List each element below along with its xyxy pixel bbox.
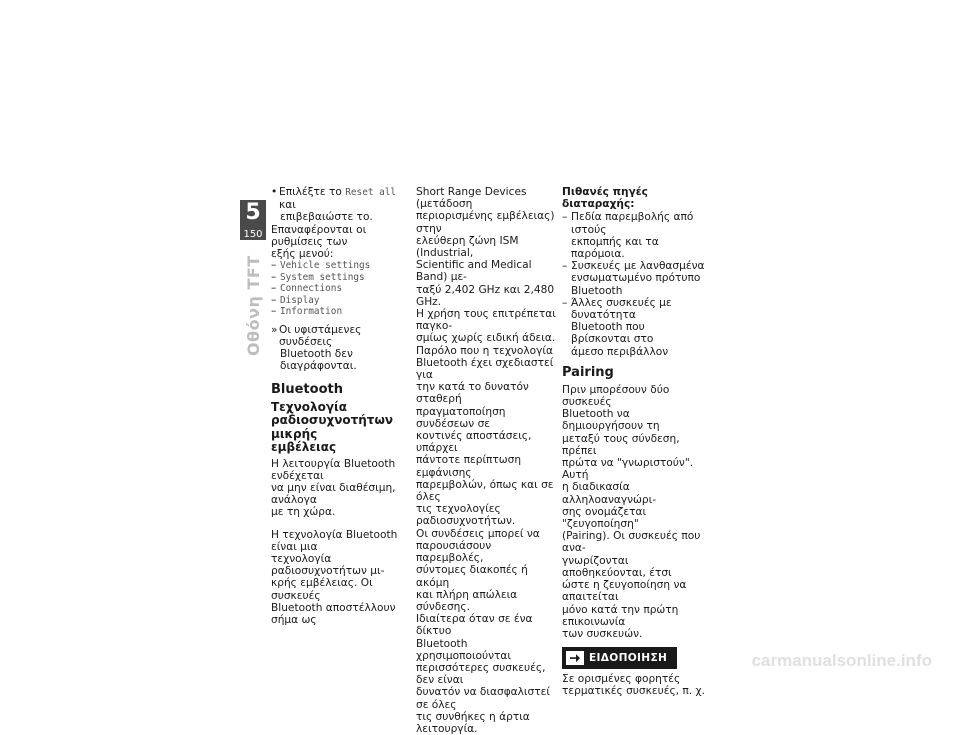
result-marker: »: [271, 323, 278, 336]
notice-text: Σε ορισμένες φορητές τερματικές συσκευές, π. χ.: [562, 673, 706, 698]
menu-item: – System settings: [271, 270, 365, 283]
list-item: – Συσκευές με λανθασμένα ενσωματωμένο πρότυπο Bluetooth: [562, 260, 705, 297]
instruction-confirm: επιβεβαιώστε το.: [280, 211, 373, 224]
menu-item: – Connections: [271, 282, 343, 295]
paragraph-2: Η τεχνολογία Bluetooth είναι μια τεχνολογία ραδιοσυχνοτήτων μι- κρής εμβέλειας. Οι συσκευές Bluetooth αποστέλλουν σήμα ως: [271, 528, 398, 626]
result-note: [271, 324, 411, 348]
instruction-text-end: και: [279, 199, 296, 212]
paragraph-1: Η λειτουργία Bluetooth ενδέχεται να μην είναι διαθέσιμη, ανάλογα με τη χώρα.: [271, 457, 396, 519]
continued-paragraph: Short Range Devices (μετάδοση περιορισμένης εμβέλειας) στην ελεύθερη ζώνη ISM (Industrial, Scientific and Medical Band) με- ταξύ 2,402 GHz και 2,480 GHz. Η χρήση τους επιτρέπεται παγκο- σμίως χωρίς ειδική άδεια. Παρόλο που η τεχνολογία Bluetooth έχει σχεδιαστεί για την κατά το δυνατόν σταθερή πραγματοποίηση συνδέσεων σε κοντινές αποστάσεις, υπάρχει πάντοτε περίπτωση εμφάνισης παρεμβολών, όπως και σε όλες τις τεχνολογίες ραδιοσυχνοτήτων. Οι συνδέσεις μπορεί να παρουσιάσουν παρεμβολές, σύντομες διακοπές ή ακόμη και πλήρη απώλεια σύνδεσης. Ιδιαίτερα όταν σε ένα δίκτυο Bluetooth χρησιμοποιούνται περισσότερες συσκευές, δεν είναι δυνατόν να διασφαλιστεί σε όλες τις συνθήκες η άρτια λειτουργία.: [416, 186, 556, 735]
menu-item: – Vehicle settings: [271, 259, 371, 272]
watermark: carmanualsonline.info: [751, 651, 932, 670]
column-1: [271, 186, 411, 626]
list-item: – Πεδία παρεμβολής από ιστούς εκπομπής και τα παρόμοια.: [562, 211, 694, 261]
instruction-text: Επιλέξτε το: [279, 186, 346, 198]
chapter-number: 5: [245, 200, 261, 225]
result-text-line-2: Bluetooth δεν διαγράφονται.: [280, 348, 357, 373]
column-3: [562, 186, 707, 698]
page-number: 150: [243, 229, 263, 240]
result-text-line-1: Οι υφιστάμενες συνδέσεις: [279, 323, 362, 348]
instruction-bullet: [271, 186, 411, 211]
bluetooth-heading: Bluetooth: [271, 381, 343, 397]
reset-text-line-1: Επαναφέρονται οι ρυθμίσεις των: [271, 223, 367, 248]
pairing-paragraph: Πριν μπορέσουν δύο συσκευές Bluetooth να δημιουργήσουν τη μεταξύ τους σύνδεση, πρέπει πρώτα να "γνωριστούν". Αυτή η διαδικασία αλληλοαναγνώρι- σης ονομάζεται "ζευγοποίηση" (Pairing). Οι συσκευές που ανα- γνωρίζονται αποθηκεύονται, έτσι ώστε η ζευγοποίηση να απαιτείται μόνο κατά την πρώτη επικοινωνία των συσκευών.: [562, 383, 701, 640]
menu-item: – Display: [271, 293, 320, 306]
menu-list: [271, 260, 411, 318]
side-section-title: Οθόνη TFT: [244, 255, 263, 356]
reset-all-code: Reset all: [345, 187, 397, 198]
notice-hand-icon: [566, 651, 584, 665]
bullet-dot: •: [271, 186, 278, 198]
pairing-heading: Pairing: [562, 364, 614, 380]
list-item: – Άλλες συσκευές με δυνατότητα Bluetooth που βρίσκονται στο άμεσο περιβάλλον: [562, 296, 672, 358]
reset-text-line-2: εξής μενού:: [271, 248, 334, 261]
column-2: [416, 186, 556, 735]
sources-heading: Πιθανές πηγές διαταραχής:: [562, 186, 648, 211]
notice-banner: [562, 647, 677, 669]
chapter-tab: [240, 200, 266, 240]
tech-heading: Τεχνολογία ραδιοσυχνοτήτων μικρής εμβέλειας: [271, 399, 394, 455]
notice-label: ΕΙΔΟΠΟΙΗΣΗ: [589, 652, 668, 664]
menu-item: – Information: [271, 305, 343, 318]
